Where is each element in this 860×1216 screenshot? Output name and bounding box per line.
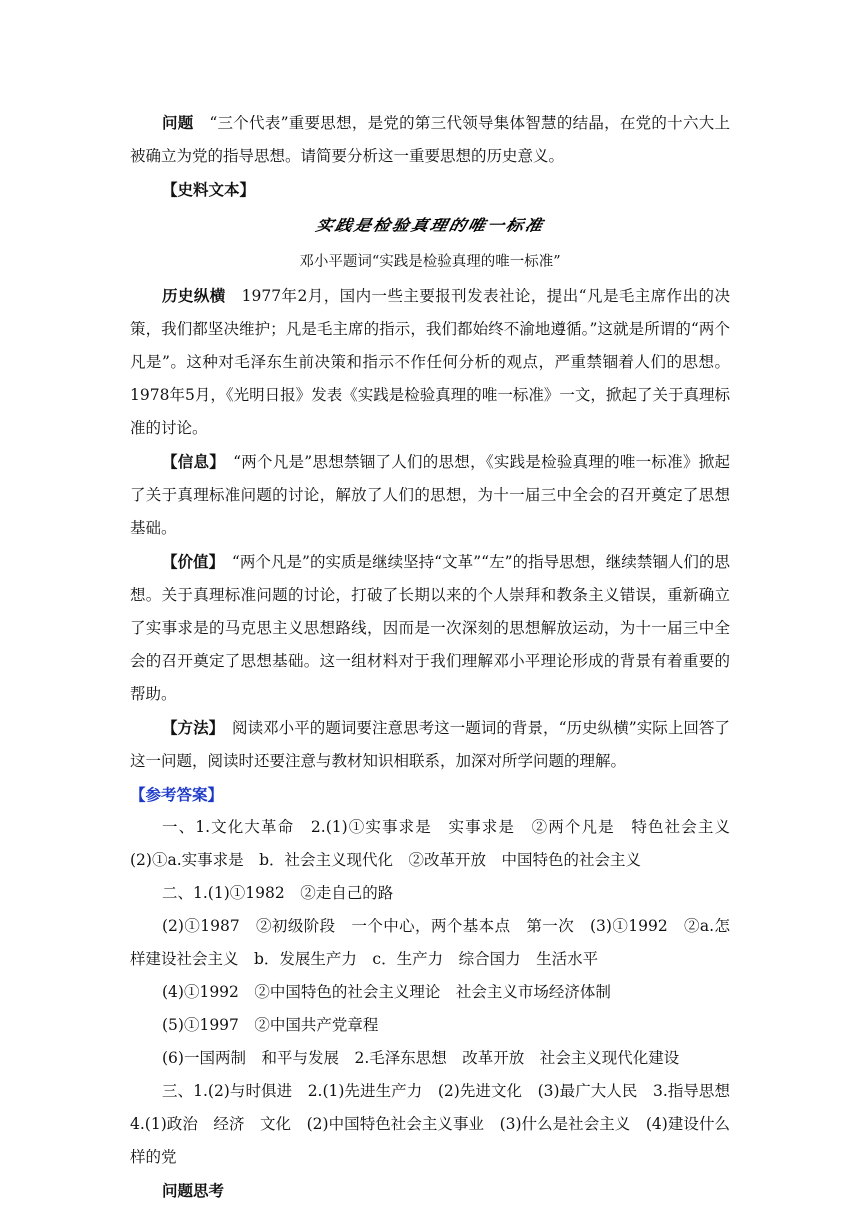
answer-line: 三、1.(2)与时俱进 2.(1)先进生产力 (2)先进文化 (3)最广大人民 3.指导思想 4.(1)政治 经济 文化 (2)中国特色社会主义事业 (3)什么是社会主义 (4)建设什么样的党 [130, 1082, 746, 1166]
answer-line: 二、1.(1)①1982 ②走自己的路 [162, 884, 394, 902]
answer-line: (2)①1987 ②初级阶段 一个中心，两个基本点 第一次 (3)①1992 ②a.怎样建设社会主义 b．发展生产力 c．生产力 综合国力 生活水平 [130, 917, 730, 968]
history-text: 1977年2月，国内一些主要报刊发表社论，提出“凡是毛主席作出的决策，我们都坚决维护；凡是毛主席的指示，我们都始终不渝地遵循。”这就是所谓的“两个凡是”。这种对毛泽东生前决策和指示不作任何分析的观点，严重禁锢着人们的思想。1978年5月，《光明日报》发表《实践是检验真理的唯一标准》一文，掀起了关于真理标准的讨论。 [130, 287, 730, 437]
answers-heading: 【参考答案】 [130, 785, 224, 804]
answer-line: (6)一国两制 和平与发展 2.毛泽东思想 改革开放 社会主义现代化建设 [162, 1049, 680, 1067]
info-label: 【信息】 [162, 452, 218, 471]
history-label: 历史纵横 [162, 286, 226, 305]
calligraphy-text: 实践是检验真理的唯一标准 [314, 217, 546, 235]
question-thinking-heading: 问题思考 [162, 1181, 225, 1200]
answer-line: 一、1.文化大革命 2.(1)①实事求是 实事求是 ②两个凡是 特色社会主义 (2)①a.实事求是 b．社会主义现代化 ②改革开放 中国特色的社会主义 [130, 818, 746, 869]
question-label: 问题 [162, 113, 194, 132]
calligraphy-inscription [130, 206, 730, 246]
answer-line: (5)①1997 ②中国共产党章程 [162, 1016, 379, 1034]
value-paragraph [130, 545, 730, 711]
history-paragraph [130, 279, 730, 445]
question-paragraph [130, 106, 730, 173]
info-paragraph [130, 445, 730, 545]
value-label: 【价值】 [162, 552, 217, 571]
source-heading: 【史料文本】 [162, 180, 256, 199]
value-text: “两个凡是”的实质是继续坚持“文革”“左”的指导思想，继续禁锢人们的思想。关于真理标准问题的讨论，打破了长期以来的个人崇拜和教条主义错误，重新确立了实事求是的马克思主义思想路线，因而是一次深刻的思想解放运动，为十一届三中全会的召开奠定了思想基础。这一组材料对于我们理解邓小平理论形成的背景有着重要的帮助。 [130, 553, 730, 703]
document-body [130, 106, 746, 1207]
method-text: 阅读邓小平的题词要注意思考这一题词的背景，“历史纵横”实际上回答了这一问题，阅读时还要注意与教材知识相联系，加深对所学问题的理解。 [130, 719, 730, 770]
method-label: 【方法】 [162, 718, 217, 737]
answer-line: (4)①1992 ②中国特色的社会主义理论 社会主义市场经济体制 [162, 983, 611, 1001]
inscription-caption: 邓小平题词“实践是检验真理的唯一标准” [299, 254, 561, 270]
method-paragraph [130, 711, 730, 778]
info-text: “两个凡是”思想禁锢了人们的思想，《实践是检验真理的唯一标准》掀起了关于真理标准问题的讨论，解放了人们的思想，为十一届三中全会的召开奠定了思想基础。 [130, 453, 730, 537]
question-text: “三个代表”重要思想，是党的第三代领导集体智慧的结晶，在党的十六大上被确立为党的指导思想。请简要分析这一重要思想的历史意义。 [130, 114, 730, 165]
